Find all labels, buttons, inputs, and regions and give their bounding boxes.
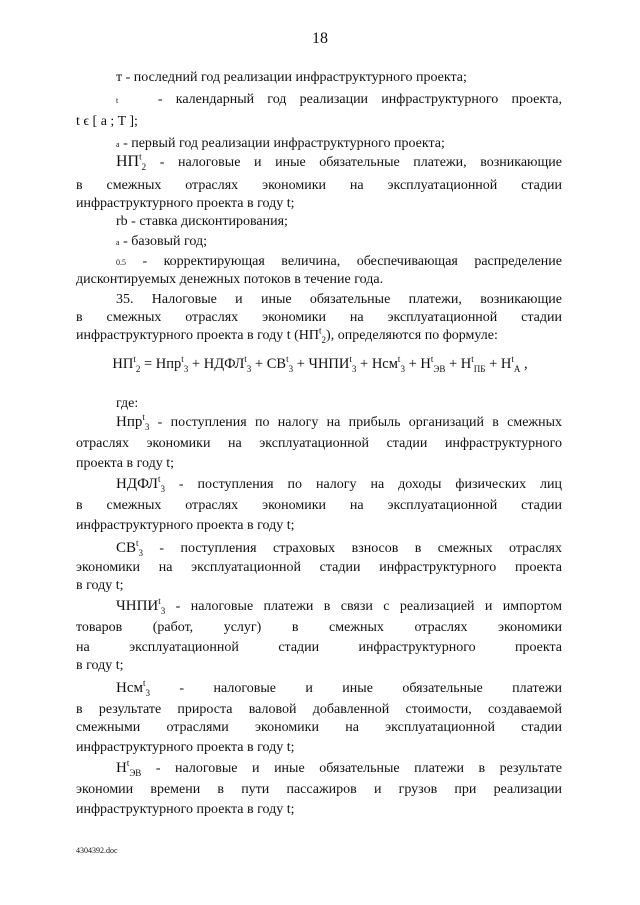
term-ndfl: $НДФЛ^t_3$ - поступления по налогу на доходы физических лиц: [116, 474, 562, 494]
def-T-text: - последний год реализации инфраструктурного проекта;: [122, 70, 467, 85]
def-np-line3: инфраструктурного проекта в году t;: [76, 196, 295, 211]
term-nsm-line2: в результате прироста валовой добавленной стоимости, создаваемой: [76, 702, 562, 717]
def-t: [116, 92, 562, 109]
def-corr-line2: дисконтируемых денежных потоков в течение года.: [76, 272, 384, 287]
inline-np-symbol: $НП^t_2$: [298, 325, 327, 345]
formula-ha: $Н^t_А$: [500, 354, 521, 374]
symbol-sv: $СВ^t_3$: [116, 538, 144, 558]
def-rb-text: - ставка дисконтирования;: [127, 214, 288, 229]
symbol-nsm: Нсм$^t_3$: [116, 678, 150, 698]
def-corr: [116, 254, 562, 271]
term-chnpi: $ЧНПИ^t_3$ - налоговые платежи в связи с реализацией и импортом: [116, 596, 562, 616]
page-number: 18: [312, 30, 328, 47]
def-np-text: - налоговые и иные обязательные платежи, возникающие: [146, 155, 562, 170]
def-a-text: - первый год реализации инфраструктурного проекта;: [119, 136, 445, 151]
formula-nsm: Нсм$^t_3$: [371, 354, 405, 374]
symbol-T: т: [116, 70, 123, 85]
term-nsm-line4: инфраструктурного проекта в году t;: [76, 740, 295, 755]
term-chnpi-line4: в году t;: [76, 658, 124, 673]
def-np: [116, 151, 562, 173]
symbol-npr: Нпр$^t_3$: [116, 412, 150, 432]
symbol-a: a: [116, 140, 120, 149]
term-ndfl-line3: инфраструктурного проекта в году t;: [76, 518, 295, 533]
symbol-np: $НП^t_2$: [116, 151, 147, 173]
symbol-t: t: [116, 96, 119, 105]
symbol-hev: $Н^t_{ЭВ}$: [116, 758, 142, 778]
item35-line3: инфраструктурного проекта в году t $(НП^t_2)$, определяются по формуле:: [76, 325, 498, 345]
symbol-base: a: [116, 238, 120, 247]
formula-chnpi: $ЧНПИ^t_3$: [308, 354, 357, 374]
def-np-line2: в смежных отраслях экономики на эксплуатационной стадии: [76, 178, 562, 193]
def-t-range: t ϵ [ a ; T ];: [76, 114, 138, 129]
term-ndfl-line2: в смежных отраслях экономики на эксплуатационной стадии: [76, 498, 562, 513]
term-chnpi-line2: товаров (работ, услуг) в смежных отраслях экономики: [76, 620, 562, 635]
term-sv-line2: экономики на эксплуатационной стадии инфраструктурного проекта: [76, 560, 562, 575]
term-npr-line2: отраслях экономики на эксплуатационной стадии инфраструктурного: [76, 436, 562, 451]
symbol-ndfl: $НДФЛ^t_3$: [116, 474, 165, 494]
term-hev: $Н^t_{ЭВ}$ - налоговые и иные обязательные платежи в результате: [116, 758, 562, 778]
def-base: [116, 234, 207, 251]
term-npr-line3: проекта в году t;: [76, 456, 174, 471]
def-base-text: - базовый год;: [119, 234, 208, 249]
symbol-rb: rb: [116, 214, 128, 229]
term-sv: $СВ^t_3$ - поступления страховых взносов в смежных отраслях: [116, 538, 562, 558]
item35-line1: 35. Налоговые и иные обязательные платежи, возникающие: [116, 292, 562, 307]
symbol-corr: 0.5: [116, 258, 126, 267]
document-filename: 4304392.doc: [76, 846, 118, 855]
term-npr: Нпр$^t_3$ - поступления по налогу на прибыль организаций в смежных: [116, 412, 562, 432]
def-corr-text: - корректирующая величина, обеспечивающая распределение: [126, 254, 562, 269]
formula-sv: $СВ^t_3$: [266, 354, 294, 374]
formula-npr: Нпр$^t_3$: [155, 354, 189, 374]
term-hev-line2: экономии времени в пути пассажиров и грузов при реализации: [76, 782, 562, 797]
def-rb: [116, 214, 288, 230]
term-hev-line3: инфраструктурного проекта в году t;: [76, 802, 295, 817]
formula-hpb: $Н^t_{ПБ}$: [460, 354, 486, 374]
term-sv-line3: в году t;: [76, 578, 124, 593]
term-nsm-line3: смежными отраслями экономики на эксплуатационной стадии: [76, 720, 562, 735]
where-label: где:: [116, 396, 139, 411]
def-t-text: - календарный год реализации инфраструктурного проекта,: [157, 92, 562, 107]
formula: $НП^t_2 = Нпр^t_3$ + $НДФЛ^t_3 + СВ^t_3$ + $ЧНПИ^t_3 + Нсм^t_3 + Н^t_{ЭВ} + Н^t_{ПБ} + Н^t_А$ ,: [112, 354, 528, 374]
formula-np: $НП^t_2$: [112, 354, 141, 374]
term-nsm: Нсм$^t_3$ - налоговые и иные обязательные платежи: [116, 678, 562, 698]
item35-line2: в смежных отраслях экономики на эксплуатационной стадии: [76, 310, 562, 325]
def-a: [116, 136, 445, 153]
formula-ndfl: $НДФЛ^t_3$: [203, 354, 252, 374]
term-chnpi-line3: на эксплуатационной стадии инфраструктурного проекта: [76, 640, 562, 655]
formula-hev: $Н^t_{ЭВ}$: [420, 354, 446, 374]
def-T: [116, 70, 467, 86]
symbol-chnpi: $ЧНПИ^t_3$: [116, 596, 166, 616]
